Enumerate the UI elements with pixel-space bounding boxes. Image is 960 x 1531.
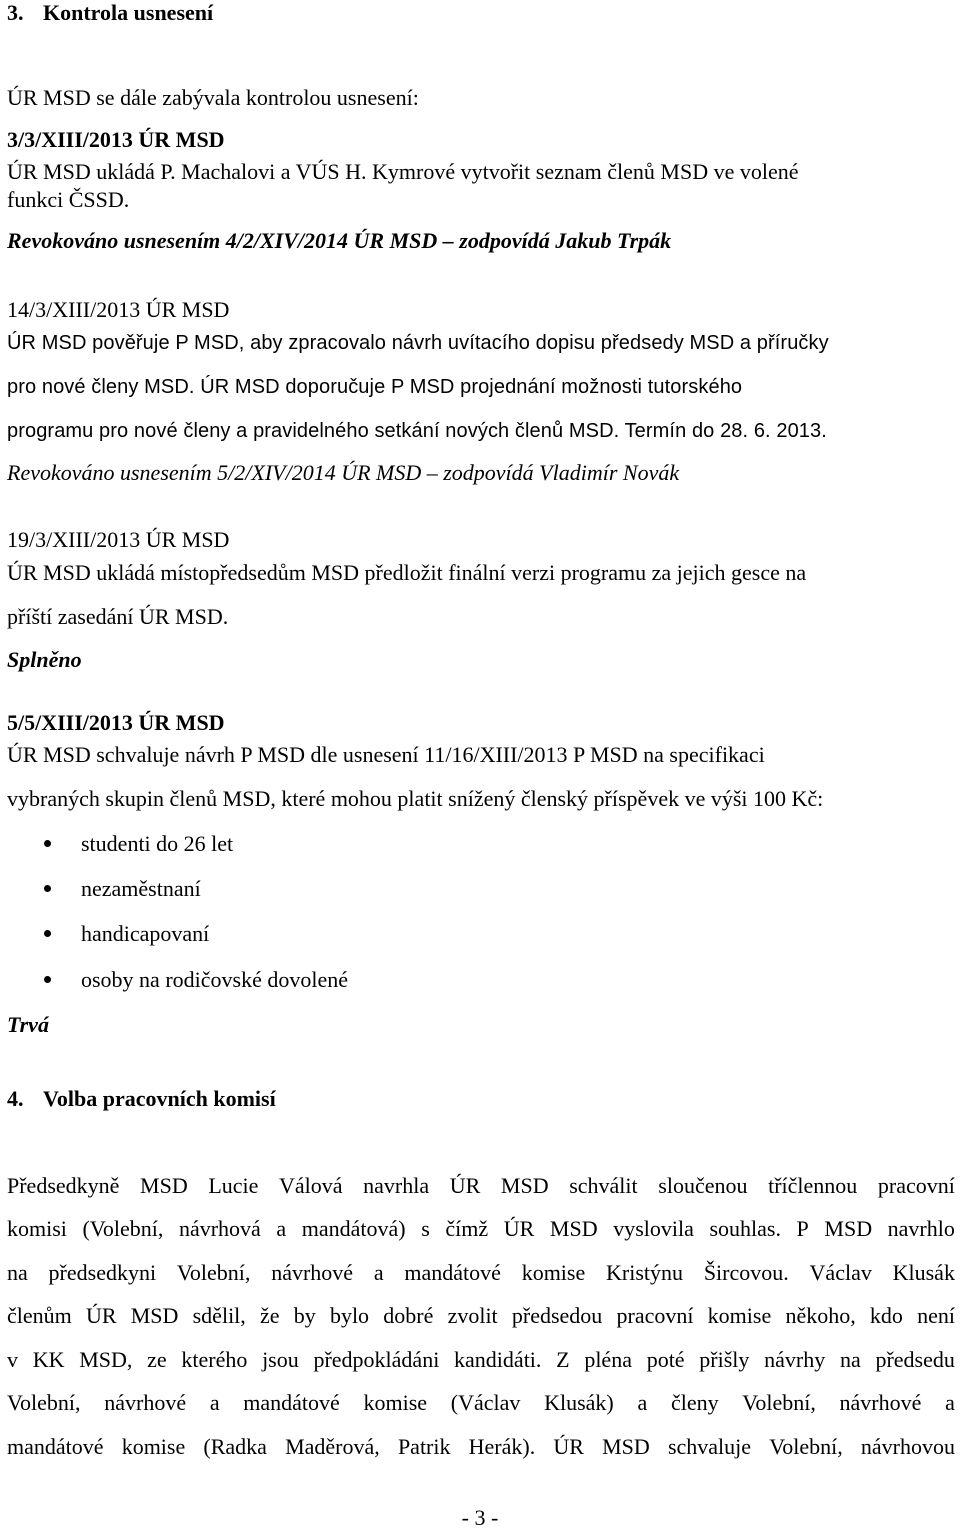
word: komise (121, 1434, 186, 1459)
word: zvolit (447, 1303, 498, 1328)
word: členům (7, 1303, 72, 1328)
word: ÚR (449, 1173, 481, 1198)
word: (Václav (450, 1390, 521, 1415)
bullet-icon (44, 930, 51, 937)
word: Klusák (892, 1260, 955, 1285)
word: předsedkyni (48, 1260, 157, 1285)
resolution-4-line-1: ÚR MSD schvaluje návrh P MSD dle usnesení 11/16/XIII/2013 P MSD na specifikaci (7, 742, 765, 767)
word: komise (521, 1260, 586, 1285)
word: na (7, 1260, 28, 1285)
section-3-heading (7, 0, 213, 26)
word: návrhové (271, 1260, 354, 1285)
resolution-1-line-1: ÚR MSD ukládá P. Machalovi a VÚS H. Kymrové vytvořit seznam členů MSD ve volené (7, 159, 799, 184)
word: (Radka (203, 1434, 267, 1459)
word: Předsedkyně (7, 1173, 120, 1198)
word: členy (670, 1390, 719, 1415)
word: kterého (181, 1347, 248, 1372)
word: schválit (569, 1173, 638, 1198)
word: pracovní (877, 1173, 955, 1198)
word: mandátové (243, 1390, 340, 1415)
word: kdo (869, 1303, 903, 1328)
word: Kristýnu (606, 1260, 684, 1285)
word: MSD (130, 1303, 179, 1328)
word: ÚR (553, 1434, 584, 1459)
word: tříčlennou (768, 1173, 858, 1198)
word: schvaluje (667, 1434, 752, 1459)
word: a (373, 1260, 384, 1285)
word: dobré (383, 1303, 434, 1328)
word: komise (363, 1390, 428, 1415)
word: pracovní (616, 1303, 694, 1328)
word: předsedou (511, 1303, 603, 1328)
word: jsou (262, 1347, 299, 1372)
page-number: - 3 - (461, 1505, 499, 1530)
list-item: studenti do 26 let (44, 831, 233, 857)
word: kandidáti. (454, 1347, 542, 1372)
paragraph-line (7, 1173, 955, 1199)
word: Václav (809, 1260, 872, 1285)
word: sdělil, (192, 1303, 246, 1328)
word: že (260, 1303, 280, 1328)
word: Volební, (769, 1434, 843, 1459)
word: návrhové (839, 1390, 922, 1415)
resolution-2-status: Revokováno usnesením 5/2/XIV/2014 ÚR MSD – zodpovídá Vladimír Novák (7, 460, 680, 485)
word: někoho, (785, 1303, 856, 1328)
list-item: osoby na rodičovské dovolené (44, 967, 348, 993)
word: navrhla (363, 1173, 430, 1198)
word: Volební, (176, 1260, 251, 1285)
bullet-icon (44, 976, 51, 983)
paragraph-line (7, 1390, 955, 1416)
word: návrhové (104, 1390, 187, 1415)
list-item: nezaměstnaní (44, 876, 201, 902)
resolution-3-id: 19/3/XIII/2013 ÚR MSD (7, 527, 230, 552)
paragraph-line (7, 1434, 955, 1460)
word: sloučenou (658, 1173, 748, 1198)
word: MSD (140, 1173, 188, 1198)
section-3-number: 3. (7, 0, 24, 25)
resolution-1-status: Revokováno usnesením 4/2/XIV/2014 ÚR MSD – zodpovídá Jakub Trpák (7, 228, 672, 253)
word: MSD (549, 1216, 598, 1241)
word: komise (707, 1303, 772, 1328)
word: Herák). (468, 1434, 536, 1459)
section-4-title: Volba pracovních komisí (43, 1086, 276, 1111)
word: bylo (329, 1303, 370, 1328)
bullet-icon (44, 885, 51, 892)
word: Maděrová, (285, 1434, 380, 1459)
word: Patrik (397, 1434, 451, 1459)
word: Klusák) (544, 1390, 614, 1415)
word: Šircovou. (703, 1260, 789, 1285)
section-4-number: 4. (7, 1086, 24, 1111)
resolution-2-line-3: programu pro nové členy a pravidelného setkání nových členů MSD. Termín do 28. 6. 2013. (7, 420, 827, 442)
word: přišly (699, 1347, 750, 1372)
resolution-3-status: Splněno (7, 647, 82, 672)
list-item: handicapovaní (44, 921, 209, 947)
resolution-2-id: 14/3/XIII/2013 ÚR MSD (7, 297, 230, 322)
word: navrhlo (887, 1216, 955, 1241)
word: a (209, 1390, 220, 1415)
word: na (839, 1347, 861, 1372)
paragraph-line (7, 1216, 955, 1242)
bullet-icon (44, 840, 51, 847)
word: návrhy (764, 1347, 826, 1372)
word: mandátové (404, 1260, 501, 1285)
section-3-title: Kontrola usnesení (43, 0, 214, 25)
word: MSD (500, 1173, 549, 1198)
resolution-4-status: Trvá (7, 1012, 49, 1037)
word: vyslovila (613, 1216, 694, 1241)
word: a (945, 1390, 955, 1415)
word: souhlas. (709, 1216, 781, 1241)
word: předpokládáni (313, 1347, 440, 1372)
word: MSD, (79, 1347, 133, 1372)
word: čímž (445, 1216, 489, 1241)
resolution-1-line-2: funkci ČSSD. (7, 187, 130, 212)
intro-text: ÚR MSD se dále zabývala kontrolou usnesení: (7, 85, 419, 110)
paragraph-line (7, 1303, 955, 1329)
word: ze (147, 1347, 167, 1372)
paragraph-line (7, 1260, 955, 1286)
word: Z (556, 1347, 570, 1372)
word: Válová (279, 1173, 343, 1198)
word: Volební, (742, 1390, 816, 1415)
word: P (796, 1216, 809, 1241)
resolution-3-line-1: ÚR MSD ukládá místopředsedům MSD předložit finální verzi programu za jejich gesce na (7, 560, 807, 585)
word: a (637, 1390, 648, 1415)
word: v (7, 1347, 18, 1372)
word: komisi (7, 1216, 67, 1241)
word: a (276, 1216, 287, 1241)
resolution-2-line-1: ÚR MSD pověřuje P MSD, aby zpracovalo návrh uvítacího dopisu předsedy MSD a příručky (7, 332, 829, 354)
paragraph-line (7, 1347, 955, 1373)
word: předsedu (875, 1347, 955, 1372)
word: návrhová (178, 1216, 261, 1241)
word: mandátové (7, 1434, 104, 1459)
word: KK (32, 1347, 65, 1372)
resolution-2-line-2: pro nové členy MSD. ÚR MSD doporučuje P MSD projednání možnosti tutorského (7, 376, 743, 398)
word: návrhovou (860, 1434, 955, 1459)
resolution-3-line-2: příští zasedání ÚR MSD. (7, 604, 229, 629)
resolution-4-id: 5/5/XIII/2013 ÚR MSD (7, 710, 225, 735)
word: (Volební, (82, 1216, 164, 1241)
word: Volební, (7, 1390, 81, 1415)
word: ÚR (85, 1303, 117, 1328)
word: není (917, 1303, 955, 1328)
word: by (293, 1303, 316, 1328)
word: ÚR (503, 1216, 535, 1241)
word: MSD (824, 1216, 873, 1241)
resolution-1-id: 3/3/XIII/2013 ÚR MSD (7, 127, 225, 152)
word: s (421, 1216, 430, 1241)
word: MSD (602, 1434, 650, 1459)
word: pléna (584, 1347, 632, 1372)
resolution-4-line-2: vybraných skupin členů MSD, které mohou platit snížený členský příspěvek ve výši 100 Kč: (7, 786, 824, 811)
section-4-heading (7, 1086, 276, 1112)
word: poté (646, 1347, 685, 1372)
word: mandátová) (301, 1216, 406, 1241)
word: Lucie (208, 1173, 259, 1198)
